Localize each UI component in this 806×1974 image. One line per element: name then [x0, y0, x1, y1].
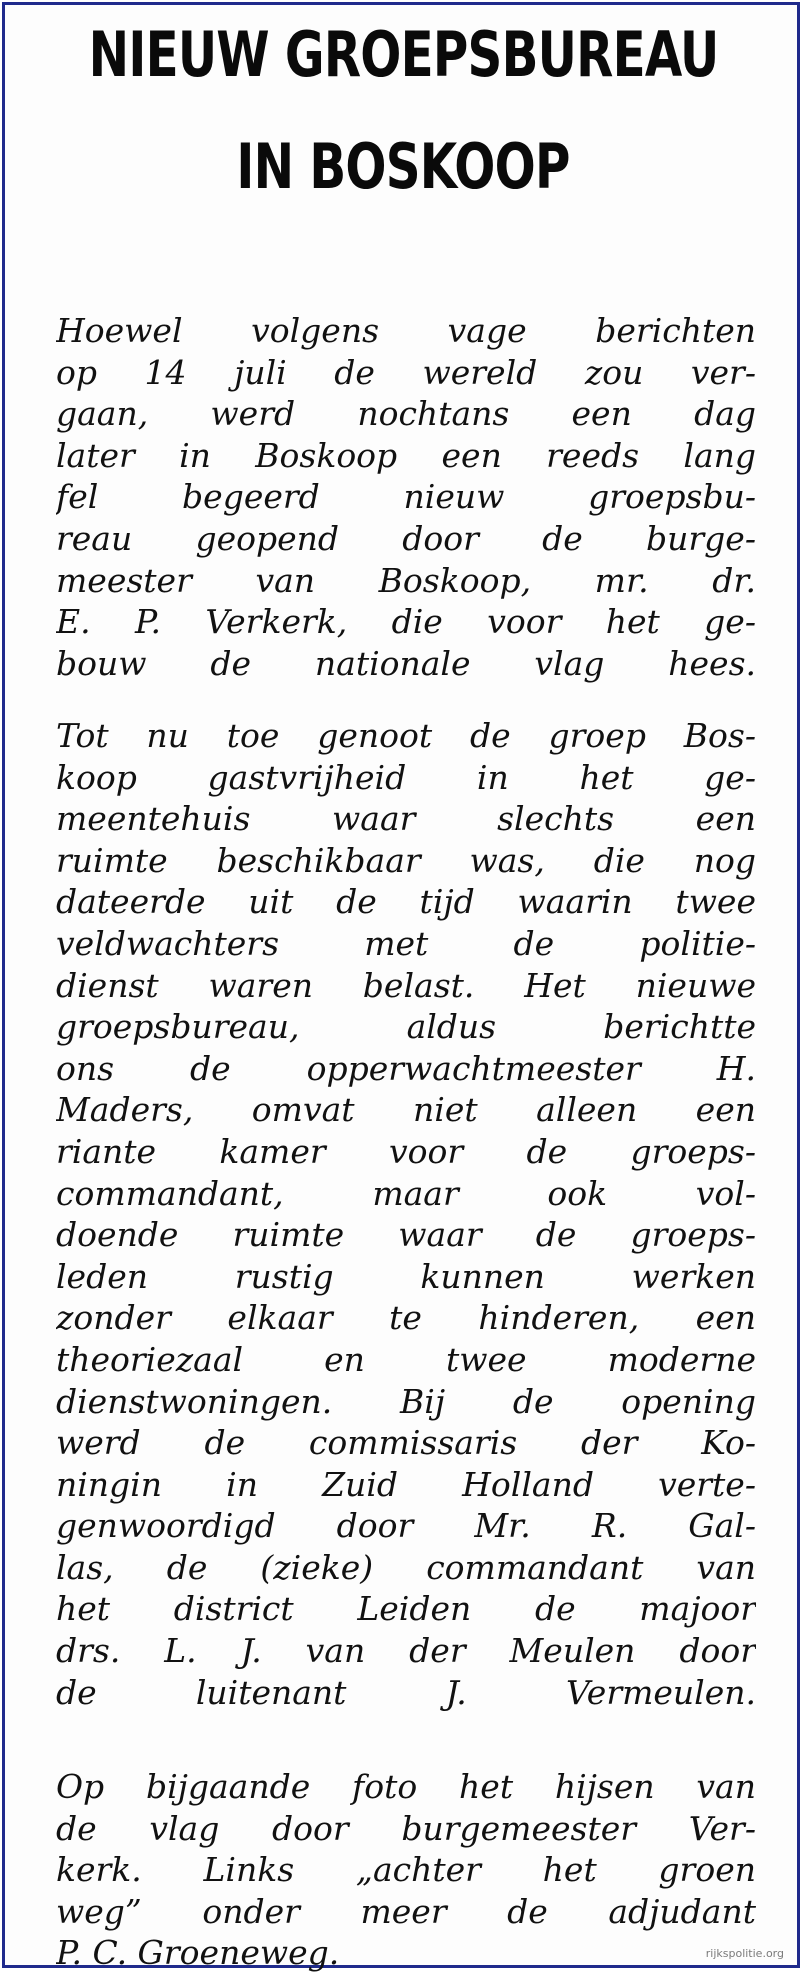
text-line: commandant, maar ook vol-	[56, 1173, 756, 1213]
text-line: ruimte beschikbaar was, die nog	[56, 840, 756, 880]
paragraph-1	[56, 310, 756, 684]
text-line: genwoordigd door Mr. R. Gal-	[56, 1506, 756, 1546]
text-line: later in Boskoop een reeds lang	[56, 435, 756, 475]
text-line: dienstwoningen. Bij de opening	[56, 1381, 756, 1421]
watermark: rijkspolitie.org	[705, 1947, 784, 1960]
text-line: drs. L. J. van der Meulen door	[56, 1631, 756, 1671]
text-line: meentehuis waar slechts een	[56, 799, 756, 839]
text-line: dateerde uit de tijd waarin twee	[56, 882, 756, 922]
text-line: Tot nu toe genoot de groep Bos-	[56, 716, 756, 755]
text-line: veldwachters met de politie-	[56, 923, 756, 963]
text-line: werd de commissaris der Ko-	[56, 1423, 756, 1463]
text-line: het district Leiden de majoor	[56, 1589, 756, 1629]
text-line: Op bijgaande foto het hijsen van	[56, 1767, 756, 1806]
text-line: meester van Boskoop, mr. dr.	[56, 560, 756, 600]
text-line: fel begeerd nieuw groepsbu-	[56, 477, 756, 517]
text-line: riante kamer voor de groeps-	[56, 1131, 756, 1171]
paragraph-2	[56, 715, 756, 1713]
text-line: op 14 juli de wereld zou ver-	[56, 352, 756, 392]
headline-line-1: NIEUW GROEPSBUREAU	[88, 18, 719, 91]
text-line: theoriezaal en twee moderne	[56, 1339, 756, 1379]
text-line: doende ruimte waar de groeps-	[56, 1215, 756, 1255]
text-line: E. P. Verkerk, die voor het ge-	[56, 602, 756, 642]
text-line: Hoewel volgens vage berichten	[56, 311, 756, 350]
text-line: reau geopend door de burge-	[56, 518, 756, 558]
headline-line-2: IN BOSKOOP	[236, 130, 570, 203]
text-line: groepsbureau, aldus berichtte	[56, 1007, 756, 1047]
text-line: gaan, werd nochtans een dag	[56, 394, 756, 434]
text-line: ningin in Zuid Holland verte-	[56, 1464, 756, 1504]
text-line: kerk. Links „achter het groen	[56, 1850, 756, 1890]
text-line: koop gastvrijheid in het ge-	[56, 757, 756, 797]
text-line: ons de opperwachtmeester H.	[56, 1048, 756, 1088]
text-line: de vlag door burgemeester Ver-	[56, 1808, 756, 1848]
text-line: bouw de nationale vlag hees.	[56, 643, 756, 683]
text-line: leden rustig kunnen werken	[56, 1256, 756, 1296]
text-line: las, de (zieke) commandant van	[56, 1547, 756, 1587]
text-line: zonder elkaar te hinderen, een	[56, 1298, 756, 1338]
text-line: P. C. Groeneweg.	[56, 1933, 340, 1973]
text-line: dienst waren belast. Het nieuwe	[56, 965, 756, 1005]
paragraph-3	[56, 1766, 756, 1974]
text-line: weg” onder meer de adjudant	[56, 1891, 756, 1931]
text-line: de luitenant J. Vermeulen.	[56, 1672, 756, 1712]
text-line: Maders, omvat niet alleen een	[56, 1090, 756, 1130]
